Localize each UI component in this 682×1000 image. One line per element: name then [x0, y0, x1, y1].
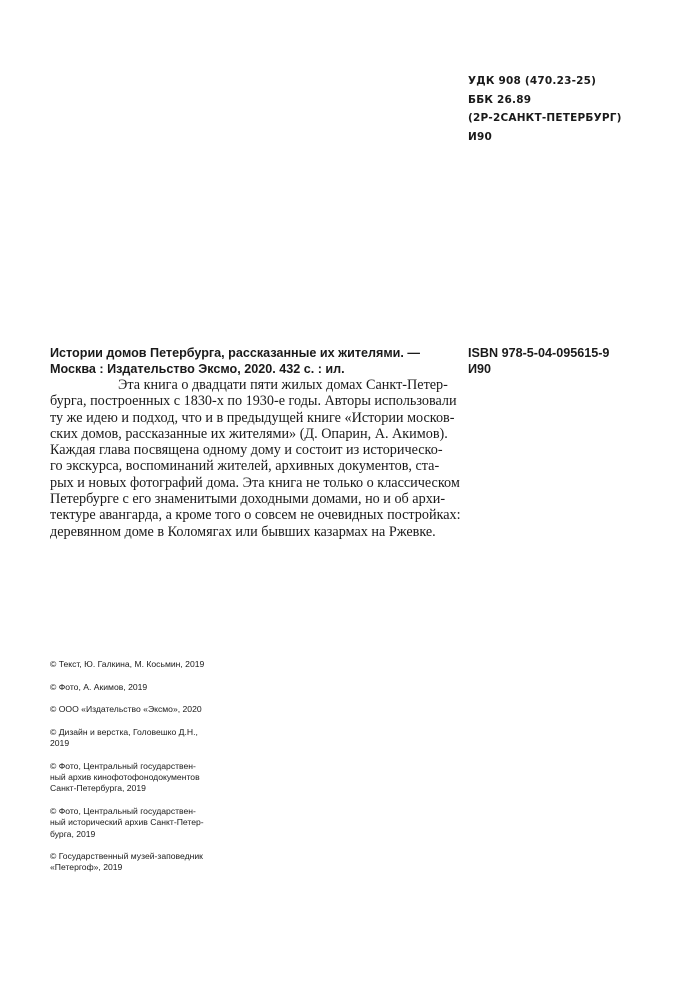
bbk-code: ББК 26.89: [468, 93, 532, 106]
author-mark: И90: [468, 130, 492, 143]
copyright-notices: [50, 659, 270, 885]
abstract-line: го экскурса, воспоминаний жителей, архивных документов, ста-: [50, 458, 440, 475]
copyright-line: бурга, 2019: [50, 828, 96, 839]
copyright-photo: [50, 682, 270, 693]
copyright-line: 2019: [50, 738, 70, 749]
abstract-line: тектуре авангарда, а кроме того о совсем не очевидных постройках:: [50, 507, 461, 524]
udk-code: УДК 908 (470.23-25): [468, 75, 597, 87]
copyright-line: © Фото, А. Акимов, 2019: [50, 681, 148, 692]
copyright-line: ный исторический архив Санкт-Петер-: [50, 817, 204, 828]
abstract-line: Каждая глава посвящена одному дому и состоит из историческо-: [50, 442, 443, 459]
isbn-author-mark: И90: [468, 361, 492, 376]
bibliographic-heading: [50, 346, 460, 377]
copyright-design: [50, 727, 270, 749]
heading-title-line: Истории домов Петербурга, рассказанные их жителями. —: [50, 346, 420, 360]
abstract-line: деревянном доме в Коломягах или бывших казармах на Ржевке.: [50, 523, 436, 540]
abstract-line: ских домов, рассказанные их жителями» (Д. Опарин, А. Акимов).: [50, 425, 448, 442]
abstract-text: [50, 377, 470, 540]
copyright-line: © Государственный музей-заповедник: [50, 851, 203, 862]
copyright-line: «Петергоф», 2019: [50, 862, 123, 873]
copyright-archive-film: [50, 761, 270, 795]
copyright-line: ный архив кинофотофонодокументов: [50, 772, 200, 783]
copyright-line: © Текст, Ю. Галкина, М. Косьмин, 2019: [50, 659, 205, 669]
isbn-number: ISBN 978-5-04-095615-9: [468, 346, 610, 360]
abstract-line: Эта книга о двадцати пяти жилых домах Санкт-Петер-: [118, 377, 448, 393]
copyright-museum: [50, 851, 270, 873]
copyright-line: Санкт-Петербурга, 2019: [50, 783, 146, 794]
copyright-line: © Фото, Центральный государствен-: [50, 806, 196, 817]
abstract-line: бурга, построенных с 1830-х по 1930-е годы. Авторы использовали: [50, 393, 457, 410]
abstract-line: рых и новых фотографий дома. Эта книга не только о классическом: [50, 474, 460, 491]
bbk-region: (2Р-2САНКТ-ПЕТЕРБУРГ): [468, 112, 622, 124]
heading-publisher-line: Москва : Издательство Эксмо, 2020. 432 с. : ил.: [50, 361, 345, 376]
copyright-archive-history: [50, 806, 270, 840]
abstract-line: Петербурге с его знаменитыми доходными домами, но и об архи-: [50, 491, 446, 508]
copyright-publisher: [50, 704, 270, 715]
copyright-line: © ООО «Издательство «Эксмо», 2020: [50, 704, 202, 715]
copyright-line: © Дизайн и верстка, Головешко Д.Н.,: [50, 727, 198, 738]
copyright-text: [50, 659, 270, 670]
classification-block: [468, 72, 668, 146]
abstract-line: ту же идею и подход, что и в предыдущей книге «Истории москов-: [50, 409, 455, 426]
copyright-line: © Фото, Центральный государствен-: [50, 761, 196, 772]
isbn-block: [468, 346, 668, 377]
